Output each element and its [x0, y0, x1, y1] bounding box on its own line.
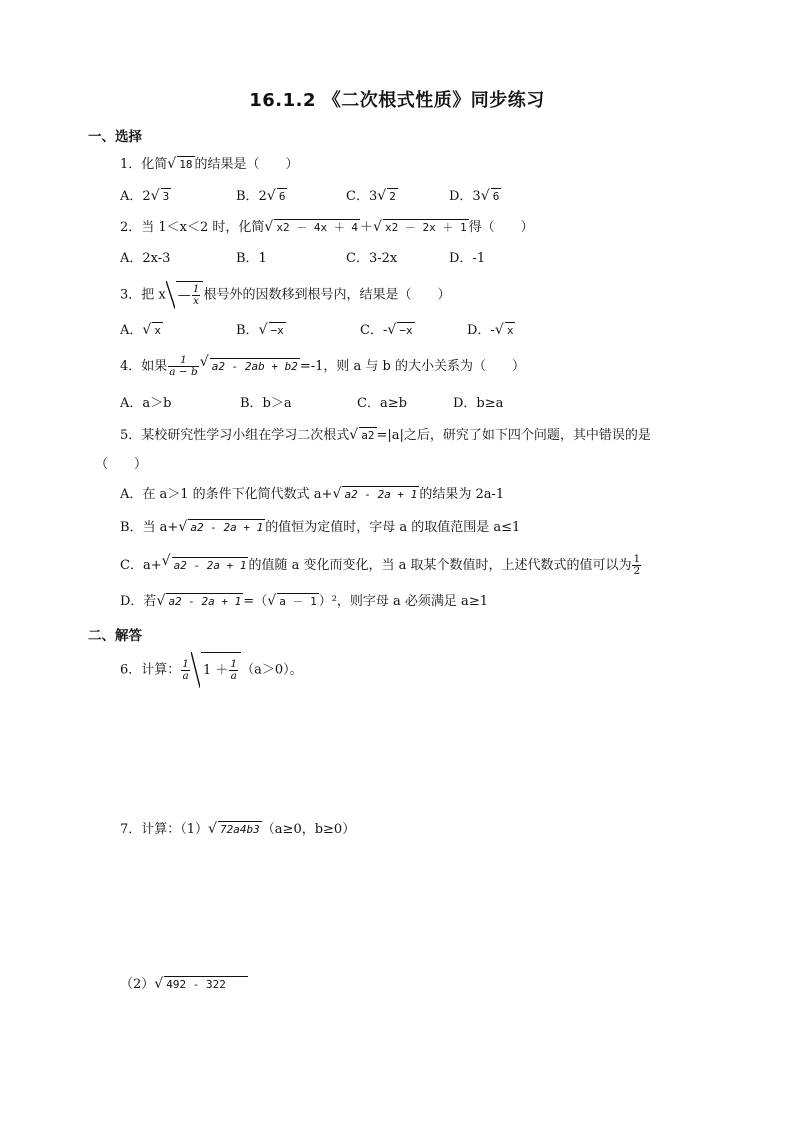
- fraction: [632, 554, 641, 577]
- radicand: 6: [492, 190, 500, 203]
- fraction: [192, 284, 201, 307]
- radical: [260, 322, 286, 340]
- option-text: A．在 a＞1 的条件下化简代数式 a+: [120, 487, 333, 502]
- question-1: [120, 156, 299, 174]
- denominator: x: [193, 295, 200, 307]
- radical: [378, 188, 398, 206]
- radical: [374, 219, 469, 237]
- question-5: [120, 427, 651, 445]
- question-3: [120, 281, 450, 309]
- option-text-post: 的值随 a 变化而变化，当 a 取某个数值时，上述代数式的值可以为: [248, 558, 632, 573]
- q4-text: 4．如果: [120, 359, 168, 374]
- radicand: −x: [270, 324, 284, 337]
- radical: [268, 188, 288, 206]
- radical: [191, 652, 241, 688]
- q5-option-c: [120, 553, 642, 579]
- radicand: a2 - 2ab + b2: [211, 360, 298, 373]
- option-label: C．-: [360, 323, 388, 338]
- q5-text-mid: =|a|之后，研究了如下四个问题，其中错误的是: [376, 428, 651, 443]
- plus-sign: ＋: [360, 220, 374, 235]
- question-7-part-2: [120, 976, 248, 994]
- radicand: 2: [389, 190, 396, 203]
- option-text-post: 的值恒为定值时，字母 a 的取值范围是 a≤1: [265, 520, 521, 535]
- q2-option-c: C．3-2x: [346, 251, 398, 266]
- q2-option-a: A．2x-3: [120, 251, 171, 266]
- q2-option-b: B．1: [236, 251, 267, 266]
- option-label: D．3: [449, 189, 481, 204]
- q7-part2-label: （2）: [120, 977, 155, 992]
- q5-option-d: [120, 593, 488, 611]
- q5-option-a: [120, 486, 504, 504]
- radicand: a － 1: [279, 595, 317, 608]
- radical: [168, 156, 194, 174]
- q1-option-c: [346, 188, 398, 206]
- q3-text: 3．把 x: [120, 287, 166, 303]
- q5-text: 5．某校研究性学习小组在学习二次根式: [120, 428, 350, 443]
- question-2: [120, 219, 534, 237]
- radical: [163, 553, 249, 579]
- option-label: C．3: [346, 189, 378, 204]
- radicand: a2 - 2a + 1: [173, 559, 247, 572]
- radicand: a2 - 2a + 1: [190, 521, 264, 534]
- radical: [268, 593, 319, 611]
- q5-option-b: [120, 519, 520, 537]
- fraction: [181, 659, 190, 682]
- q3-option-c: [360, 322, 415, 340]
- page-title: 16.1.2 《二次根式性质》同步练习: [249, 90, 545, 111]
- radical: [155, 976, 248, 994]
- q5-answer-paren: （ ）: [95, 457, 148, 472]
- numerator: 1: [230, 658, 238, 670]
- denominator: a − b: [169, 366, 198, 378]
- q1-text-post: 的结果是（ ）: [194, 157, 299, 172]
- numerator: 1: [633, 553, 641, 565]
- radicand: x2 － 2x ＋ 1: [385, 221, 467, 234]
- option-text-mid: =（: [243, 594, 268, 609]
- q2-text-post: 得（ ）: [468, 220, 534, 235]
- option-label: B．: [236, 323, 259, 338]
- q7-text: 7．计算：（1）: [120, 822, 209, 837]
- q4-option-a: A．a＞b: [120, 396, 172, 411]
- q1-option-b: [236, 188, 287, 206]
- option-text: B．当 a+: [120, 520, 179, 535]
- denominator: 2: [633, 565, 641, 577]
- question-7: [120, 821, 355, 839]
- radicand: x2 － 4x ＋ 4: [276, 221, 359, 234]
- q1-option-d: [449, 188, 501, 206]
- radicand: 18: [179, 158, 193, 171]
- radicand: a2 - 2a + 1: [344, 488, 418, 501]
- radicand: a2 - 2a + 1: [168, 595, 242, 608]
- option-label: A．2: [120, 189, 151, 204]
- radicand: a2: [361, 429, 375, 442]
- q4-option-d: D．b≥a: [453, 396, 504, 411]
- numerator: 1: [192, 283, 200, 295]
- radicand: [176, 281, 204, 309]
- radicand: 6: [278, 190, 286, 203]
- fraction: [229, 659, 238, 682]
- radicand: x: [506, 324, 514, 337]
- radical: [143, 322, 163, 340]
- radicand: 492 - 322: [164, 976, 248, 992]
- q1-text: 1．化简: [120, 157, 168, 172]
- radical: [152, 188, 172, 206]
- option-text: C．a+: [120, 558, 162, 573]
- q4-option-c: C．a≥b: [357, 396, 407, 411]
- option-text-post: ）²，则字母 a 必须满足 a≥1: [318, 594, 488, 609]
- q2-option-d: D．-1: [449, 251, 486, 266]
- radical: [333, 486, 419, 504]
- q6-text: 6．计算：: [120, 662, 181, 678]
- option-text-post: 的结果为 2a-1: [419, 487, 505, 502]
- radical: [209, 821, 262, 839]
- q7-text-post: （a≥0，b≥0）: [261, 822, 356, 837]
- radicand: 72a4b3: [220, 823, 260, 836]
- denominator: a: [230, 670, 237, 682]
- numerator: 1: [180, 354, 187, 366]
- radical: [166, 281, 204, 309]
- q2-text: 2．当 1＜x＜2 时，化简: [120, 220, 265, 235]
- q1-option-a: [120, 188, 171, 206]
- denominator: a: [182, 669, 189, 682]
- radical: [496, 322, 516, 340]
- numerator: 1: [182, 657, 189, 670]
- option-label: D．-: [467, 323, 495, 338]
- radical: [265, 219, 360, 237]
- radicand: [201, 652, 241, 688]
- radical: [179, 519, 265, 537]
- radical: [482, 188, 502, 206]
- q4-option-b: B．b＞a: [240, 396, 292, 411]
- q3-option-a: [120, 322, 163, 340]
- radical: [201, 354, 300, 380]
- radicand: 3: [162, 190, 170, 203]
- q3-option-b: [236, 322, 286, 340]
- question-4: [120, 354, 525, 380]
- q3-text-post: 根号外的因数移到根号内，结果是（ ）: [203, 287, 451, 303]
- radicand: x: [154, 324, 162, 337]
- option-text: D．若: [120, 594, 157, 609]
- radical: [350, 427, 376, 445]
- q4-text-post: =-1，则 a 与 b 的大小关系为（ ）: [299, 359, 526, 374]
- q3-option-d: [467, 322, 515, 340]
- radicand-text: 1 ＋: [202, 663, 229, 678]
- section-heading-choice: 一、选择: [88, 129, 142, 145]
- radicand: −x: [399, 324, 413, 337]
- option-label: A．: [120, 323, 143, 338]
- section-heading-answer: 二、解答: [88, 628, 142, 644]
- minus-sign: —: [177, 288, 191, 303]
- fraction: [168, 355, 198, 378]
- radical: [157, 593, 243, 611]
- question-6: [120, 652, 303, 688]
- q6-text-post: （a＞0）。: [241, 662, 303, 678]
- option-label: B．2: [236, 189, 267, 204]
- radical: [388, 322, 414, 340]
